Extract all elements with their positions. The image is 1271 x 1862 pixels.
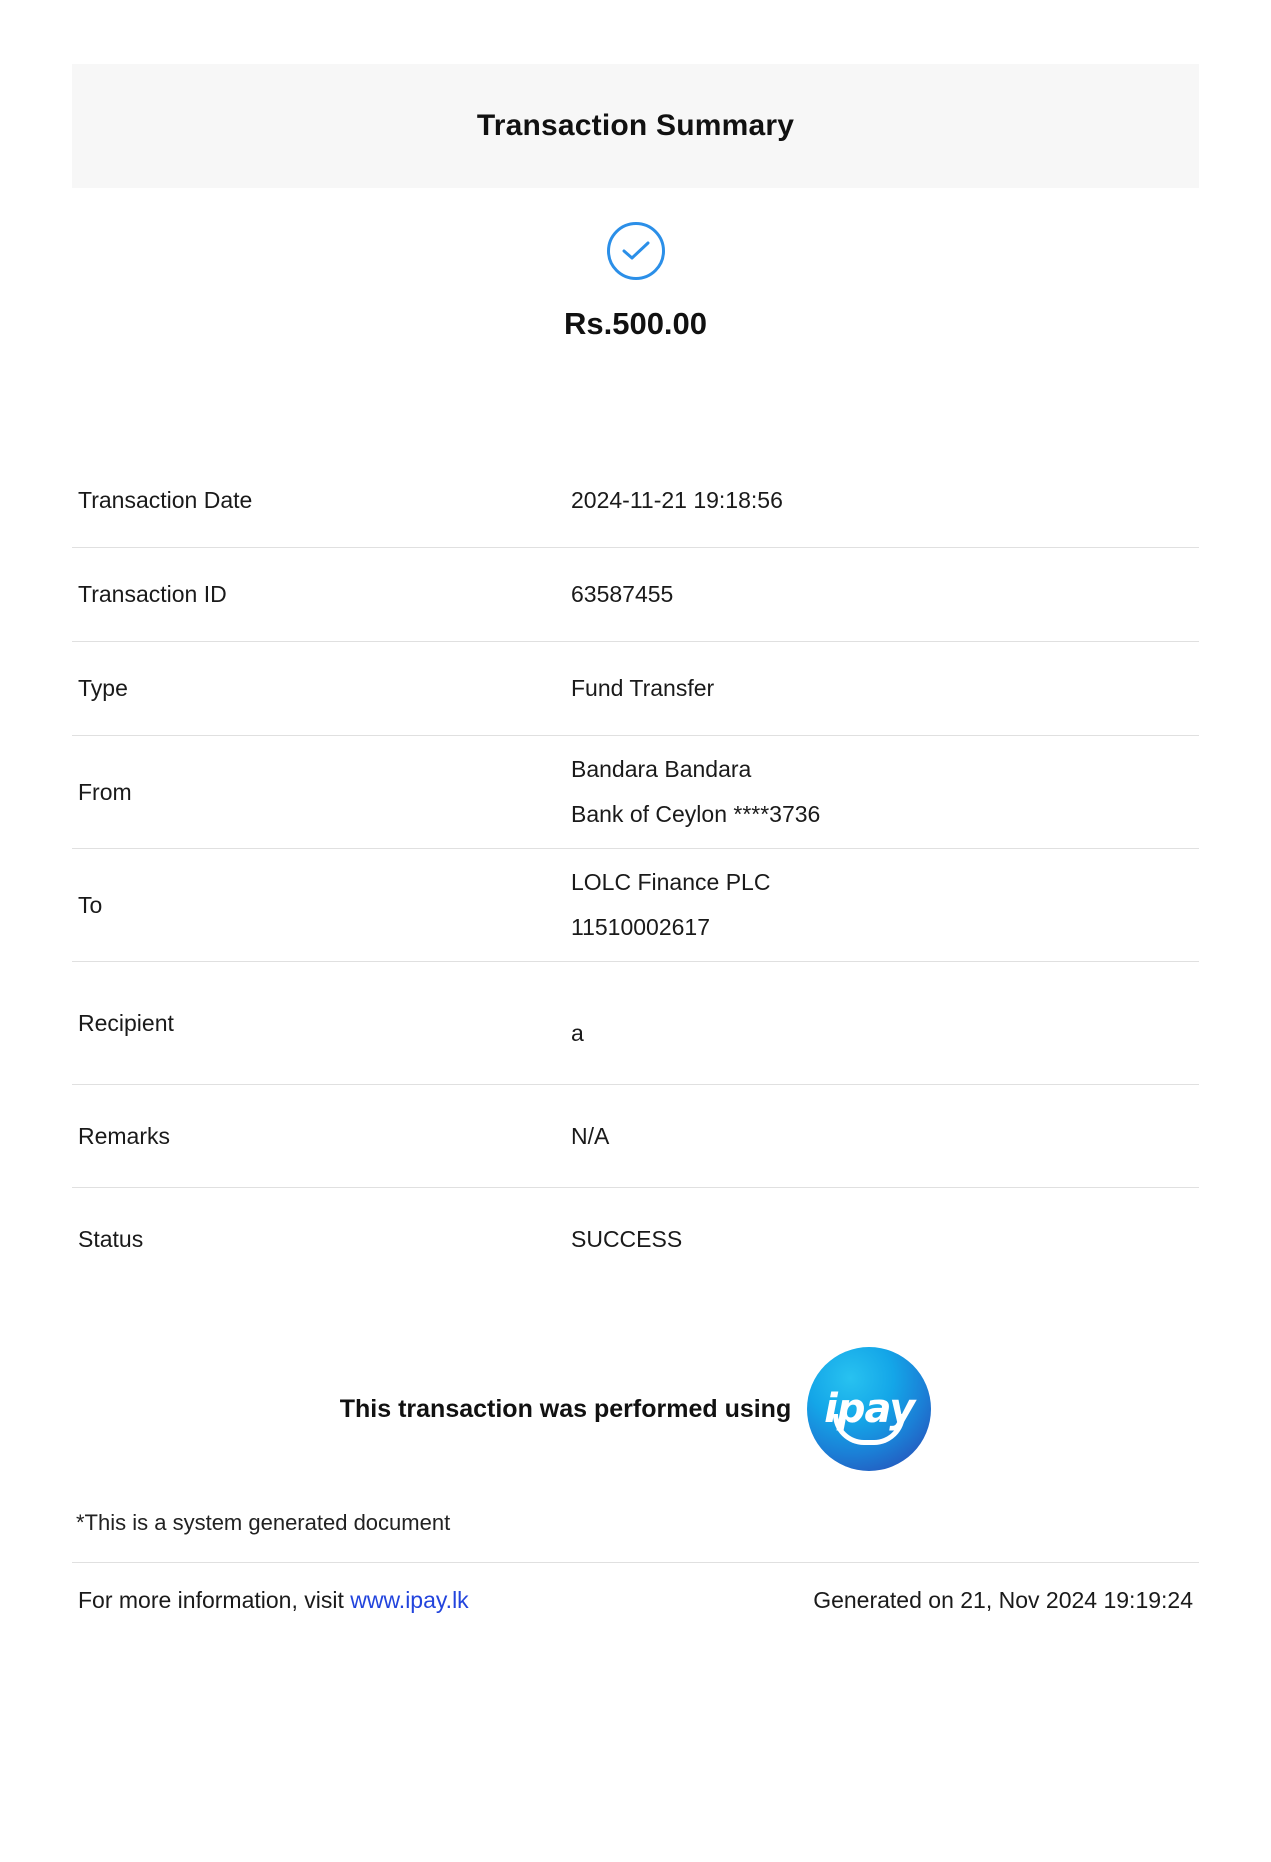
smile-shape xyxy=(833,1414,905,1445)
system-generated-note: *This is a system generated document xyxy=(76,1510,451,1535)
footer-bar xyxy=(72,1562,1199,1637)
table-row xyxy=(72,548,1199,642)
more-info-text xyxy=(78,1587,469,1614)
row-label: From xyxy=(78,778,132,805)
receipt-sheet xyxy=(72,64,1199,1637)
row-value-line: Fund Transfer xyxy=(571,675,715,701)
more-info-prefix: For more information, visit xyxy=(78,1586,351,1613)
row-value-line: Bank of Ceylon ****3736 xyxy=(571,801,821,827)
table-row xyxy=(72,454,1199,548)
row-value-line: LOLC Finance PLC xyxy=(571,869,771,895)
row-value xyxy=(563,548,1199,642)
row-value xyxy=(563,1085,1199,1188)
row-label: Transaction Date xyxy=(78,487,253,513)
row-value-line: Bandara Bandara xyxy=(571,756,752,782)
row-label: Remarks xyxy=(78,1122,171,1149)
row-value-line: N/A xyxy=(571,1122,610,1149)
ipay-logo-icon xyxy=(807,1347,931,1471)
table-row xyxy=(72,1188,1199,1291)
brand-strip xyxy=(72,1344,1199,1474)
table-row xyxy=(72,849,1199,962)
row-value-line: a xyxy=(571,1019,584,1046)
check-circle-icon xyxy=(607,222,665,280)
amount-value: Rs.500.00 xyxy=(563,306,708,341)
row-value xyxy=(563,1188,1199,1291)
row-value-line: 63587455 xyxy=(571,581,674,607)
row-value-line: 11510002617 xyxy=(571,914,710,940)
table-row xyxy=(72,642,1199,736)
row-value xyxy=(563,962,1199,1085)
row-label: To xyxy=(78,891,103,918)
row-value xyxy=(563,642,1199,736)
row-label: Recipient xyxy=(78,1009,174,1036)
row-value xyxy=(563,454,1199,548)
transaction-details-table xyxy=(72,454,1199,1290)
performed-using-label: This transaction was performed using xyxy=(339,1394,792,1423)
row-value xyxy=(563,736,1199,849)
row-value-line: 2024-11-21 19:18:56 xyxy=(571,487,783,513)
table-row xyxy=(72,736,1199,849)
row-label: Transaction ID xyxy=(78,581,227,607)
status-block xyxy=(72,188,1199,342)
table-row xyxy=(72,962,1199,1085)
row-label: Status xyxy=(78,1225,144,1252)
row-label: Type xyxy=(78,675,128,701)
row-value xyxy=(563,849,1199,962)
header-bar xyxy=(72,64,1199,188)
status-badge: SUCCESS xyxy=(571,1225,683,1252)
page-title: Transaction Summary xyxy=(476,109,795,142)
ipay-logo-word: ipay xyxy=(824,1386,915,1432)
transaction-receipt-page xyxy=(0,64,1271,1862)
generated-on-text: Generated on 21, Nov 2024 19:19:24 xyxy=(813,1586,1193,1613)
table-row xyxy=(72,1085,1199,1188)
ipay-site-link[interactable]: www.ipay.lk xyxy=(350,1586,469,1613)
